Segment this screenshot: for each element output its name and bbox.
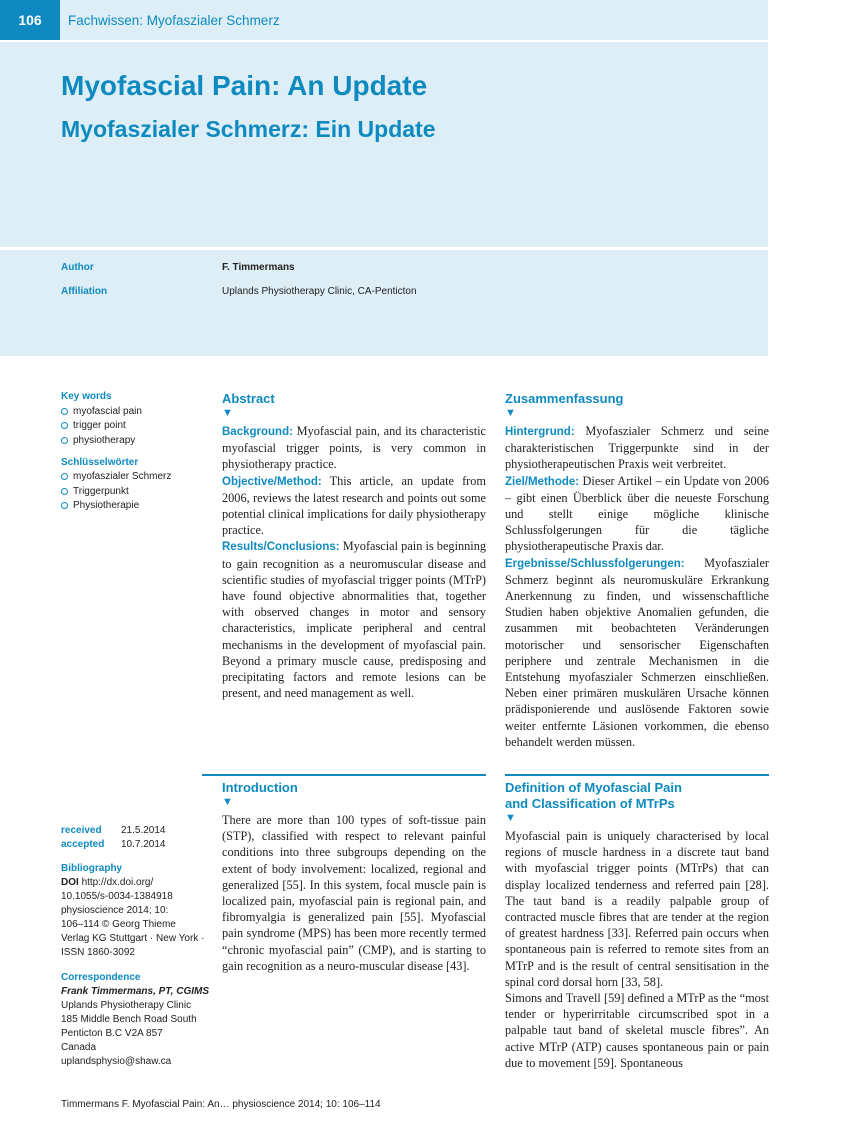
triangle-down-icon: ▼ xyxy=(222,796,233,808)
zusammenfassung-heading: Zusammenfassung xyxy=(505,391,624,406)
citation-line: 106–114 © Georg Thieme xyxy=(61,919,176,930)
abstract-heading: Abstract xyxy=(222,391,275,406)
received-row: received 21.5.2014 xyxy=(61,825,166,836)
page-footer: Timmermans F. Myofascial Pain: An… physioscience 2014; 10: 106–114 xyxy=(61,1099,381,1110)
keywords-list-en xyxy=(61,404,211,448)
affiliation-label: Affiliation xyxy=(61,286,108,297)
zusammenfassung-section xyxy=(505,391,769,750)
introduction-heading: Introduction xyxy=(222,780,298,795)
doi-number: 10.1055/s-0034-1384918 xyxy=(61,891,173,902)
correspondence-address: 185 Middle Bench Road South xyxy=(61,1014,197,1025)
zusammenfassung-ziel: Ziel/Methode: Dieser Artikel – ein Update von 2006 – gibt einen Überblick über die neueste Forschung und stellt einige mögliche klinische Schlussfolgerungen für die tägliche physiotherapeutische Praxis dar. xyxy=(505,473,769,554)
section-divider xyxy=(505,774,769,776)
doi-line: DOI http://dx.doi.org/ xyxy=(61,877,154,888)
keyword-item: physiotherapy xyxy=(61,433,211,448)
article-title-german: Myofaszialer Schmerz: Ein Update xyxy=(61,116,436,142)
correspondence-address: Uplands Physiotherapy Clinic xyxy=(61,1000,192,1011)
bibliography-label: Bibliography xyxy=(61,863,123,874)
keyword-item: trigger point xyxy=(61,419,211,434)
keywords-title-de: Schlüsselwörter xyxy=(61,456,139,468)
keyword-item: myofaszialer Schmerz xyxy=(61,470,211,485)
introduction-section xyxy=(222,780,486,974)
citation-line: physioscience 2014; 10: xyxy=(61,905,169,916)
correspondence-name: Frank Timmermans, PT, CGIMS xyxy=(61,986,210,997)
correspondence-label: Correspondence xyxy=(61,972,141,983)
author-panel xyxy=(0,250,768,356)
affiliation-value: Uplands Physiotherapy Clinic, CA-Penticton xyxy=(222,286,417,297)
abstract-background: Background: Myofascial pain, and its characteristic myofascial trigger points, is very common in physiotherapy practice. xyxy=(222,424,486,472)
citation-line: ISSN 1860-3092 xyxy=(61,947,135,958)
page-number: 106 xyxy=(0,0,60,40)
definition-text-2: Simons and Travell [59] defined a MTrP as the “most tender or hyperirritable circumscribed spot in a palpable taut band of skeletal muscle fibres”. An active MTrP (ATP) causes spontaneous pain or pain due to movement [59]. Spontaneous xyxy=(505,991,769,1070)
bullet-circle-icon xyxy=(61,502,68,509)
triangle-down-icon: ▼ xyxy=(222,407,233,419)
definition-heading-line1: Definition of Myofascial Pain xyxy=(505,780,682,795)
bullet-circle-icon xyxy=(61,437,68,444)
bullet-circle-icon xyxy=(61,488,68,495)
triangle-down-icon: ▼ xyxy=(505,812,516,824)
doi-link[interactable]: http://dx.doi.org/ xyxy=(81,877,154,888)
bullet-circle-icon xyxy=(61,473,68,480)
dates-block xyxy=(61,824,211,852)
correspondence-address: Canada xyxy=(61,1042,97,1053)
abstract-objective: Objective/Method: This article, an update from 2006, reviews the latest research and points out some potential clinical implications for daily physiotherapy practice. xyxy=(222,473,486,538)
abstract-section xyxy=(222,391,486,701)
section-divider xyxy=(202,774,486,776)
zusammenfassung-ergebnisse: Ergebnisse/Schlussfolgerungen: Myofaszialer Schmerz beginnt als neuromuskuläre Erkrankung Anerkennung zu finden, und wissenschaftliche Studien haben objektive Anomalien gefunden, die zusammen mit beobachteten Veränderungen motorischer und sensorischer Eigenschaften periphere und zentrale Mechanismen in die Entstehung myofaszialer Schmerzen einschließen. Neben einer primären muskulären Ursache können prädisponierende und auslösende Faktoren sowie weiter entfernte Läsionen vorkommen, die ebenso behandelt werden müssen. xyxy=(505,555,769,749)
accepted-row: accepted 10.7.2014 xyxy=(61,839,166,850)
introduction-text: There are more than 100 types of soft-tissue pain (STP), classified with respect to relevant painful conditions into three subgroups depending on the extent of body involvement: localized, regional and generalized [55]. In this system, focal muscle pain is localized pain, myofascial pain is regional pain, and fibromyalgia is generalized pain [55]. Myofascial pain syndrome (MPS) has been more recently termed “chronic myofascial pain” (CMP), and is starting to gain recognition as a neuro-muscular disease [43]. xyxy=(222,813,486,973)
bullet-circle-icon xyxy=(61,422,68,429)
article-title-english: Myofascial Pain: An Update xyxy=(61,70,428,101)
bibliography-block xyxy=(61,862,211,960)
zusammenfassung-hintergrund: Hintergrund: Myofaszialer Schmerz und seine charakteristischen Triggerpunkte sind in der physiotherapeutischen Praxis weit verbreitet. xyxy=(505,424,769,472)
citation-line: Verlag KG Stuttgart · New York · xyxy=(61,933,205,944)
keyword-item: Triggerpunkt xyxy=(61,484,211,499)
abstract-results: Results/Conclusions: Myofascial pain is beginning to gain recognition as a neuromuscular disease and scientific studies of myofascial trigger points (MTrP) have found objective abnormalities that, together with observed changes in motor and sensory characteristics, implicate peripheral and central mechanisms in the development of myofascial pain. Beyond a primary muscle cause, predisposing and precipitating factors and remote lesions can be present, and need management as well. xyxy=(222,539,486,701)
correspondence-block xyxy=(61,971,211,1069)
keyword-item: myofascial pain xyxy=(61,404,211,419)
triangle-down-icon: ▼ xyxy=(505,407,516,419)
definition-heading-line2: and Classification of MTrPs xyxy=(505,796,675,811)
correspondence-address: Penticton B.C V2A 857 xyxy=(61,1028,163,1039)
keyword-item: Physiotherapie xyxy=(61,499,211,514)
keywords-title-en: Key words xyxy=(61,391,112,402)
keywords-block xyxy=(61,391,211,522)
correspondence-email[interactable]: uplandsphysio@shaw.ca xyxy=(61,1056,172,1067)
definition-section xyxy=(505,780,769,1071)
running-head-title: Fachwissen: Myofaszialer Schmerz xyxy=(68,13,280,28)
bullet-circle-icon xyxy=(61,408,68,415)
author-name: F. Timmermans xyxy=(222,262,295,273)
author-label: Author xyxy=(61,262,94,273)
definition-text-1: Myofascial pain is uniquely characterised by local regions of muscle hardness in a discrete taut band with myofascial trigger points (MTrPs) that can display localized tenderness and referred pain [28]. The taut band is a readily palpable group of contracted muscle fibres that are tender at the region of greatest hardness [33]. Referred pain occurs when spontaneous pain is referred to remote sites from an MTrP and is the result of central sensitisation in the spinal cord dorsal horn [33, 58]. xyxy=(505,829,769,989)
keywords-list-de xyxy=(61,470,211,514)
